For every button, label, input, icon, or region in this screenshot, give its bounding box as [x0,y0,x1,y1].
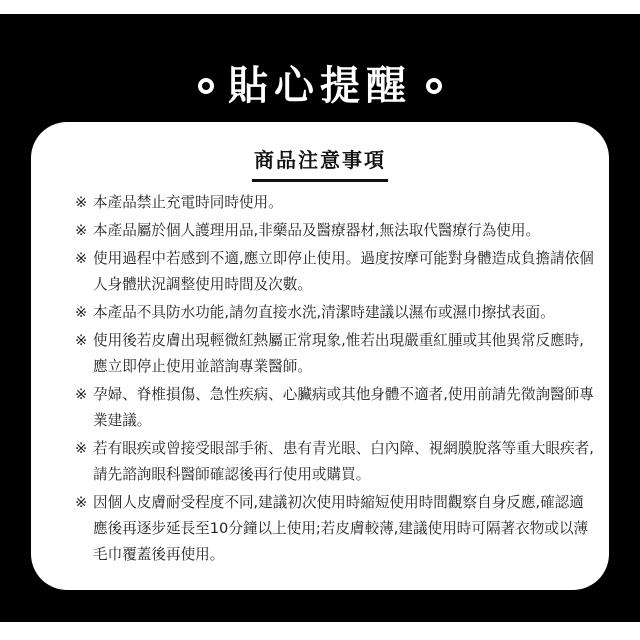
note-text: 孕婦、脊椎損傷、急性疾病、心臟病或其他身體不適者,使用前請先徵詢醫師專業建議。 [93,386,594,429]
card-header [31,144,609,182]
list-item [75,218,595,244]
note-text: 若有眼疾或曾接受眼部手術、患有青光眼、白內障、視網膜脫落等重大眼疾者,請先諮詢眼科醫師確認後再行使用或購買。 [93,440,594,483]
note-text: 本產品屬於個人護理用品,非藥品及醫療器材,無法取代醫療行為使用。 [93,222,541,239]
reference-mark: ※ [75,332,88,349]
reference-mark: ※ [75,304,88,321]
notice-card [31,122,609,590]
notes-list [75,190,595,570]
header [0,58,640,114]
reference-mark: ※ [75,194,88,211]
note-text: 使用過程中若感到不適,應立即停止使用。過度按摩可能對身體造成負擔請依個人身體狀況調整使用時間及次數。 [93,250,594,293]
list-item [75,190,595,216]
list-item [75,490,595,568]
reference-mark: ※ [75,250,88,267]
list-item [75,246,595,298]
reference-mark: ※ [75,222,88,239]
note-text: 使用後若皮膚出現輕微紅熱屬正常現象,惟若出現嚴重紅腫或其他異常反應時,應立即停止使用並諮詢專業醫師。 [93,332,584,375]
reference-mark: ※ [75,494,88,511]
card-title: 商品注意事項 [252,144,388,182]
note-text: 本產品不具防水功能,請勿直接水洗,清潔時建議以濕布或濕巾擦拭表面。 [93,304,555,321]
page-title: 貼心提醒 [228,63,412,109]
ring-icon-left [198,78,214,94]
reference-mark: ※ [75,386,88,403]
note-text: 因個人皮膚耐受程度不同,建議初次使用時縮短使用時間觀察自身反應,確認適應後再逐步延長至10分鐘以上使用;若皮膚較薄,建議使用時可隔著衣物或以薄毛巾覆蓋後再使用。 [93,494,589,563]
note-text: 本產品禁止充電時同時使用。 [93,194,283,211]
list-item [75,436,595,488]
list-item [75,382,595,434]
ring-icon-right [426,78,442,94]
list-item [75,328,595,380]
reference-mark: ※ [75,440,88,457]
list-item [75,300,595,326]
